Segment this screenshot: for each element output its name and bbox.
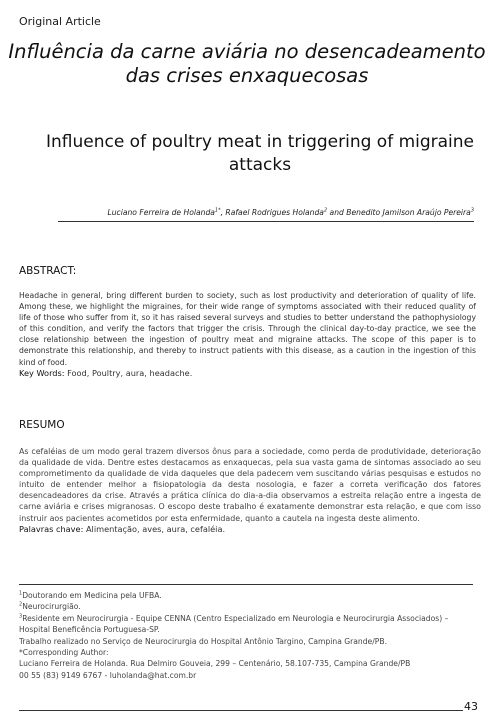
author-2-affiliation: 2 (323, 207, 328, 214)
author-1: Luciano Ferreira de Holanda (107, 208, 215, 217)
resumo-heading: RESUMO (19, 419, 65, 431)
abstract-body (19, 290, 476, 379)
corresponding-author-contact: 00 55 (83) 9149 6767 - luholanda@hat.com.br (19, 670, 197, 680)
resumo-keywords-label: Palavras chave: (19, 523, 84, 534)
title-english-line-1: Influence of poultry meat in triggering of migraine (45, 132, 475, 152)
article-type-label: Original Article (19, 15, 101, 28)
footnote-1 (19, 590, 489, 601)
resumo-text: As cefaléias de um modo geral trazem diversos ônus para a sociedade, como perda de produtividade, deterioração da qualidade de vida. Dentre estes destacamos as enxaquecas, pela sua vasta gama de sintomas associado ao seu comprometimento da qualidade de vida daqueles que dela padecem vem suscitando várias pesquisas e estudos no intuito de entender melhor a fisiopatologia da desta nosologia, e fazer a correta verificação dos fatores desencadeadores da crise. Através a prática clínica do dia-a-dia observamos a estreita relação entre a ingesta de carne aviária e crises migranosas. O escopo deste trabalho é exatamente demonstrar esta relação, e que com isso instruir aos pacientes acometidos por esta enfermidade, quanto a cautela na ingesta deste alimento. (19, 447, 481, 523)
title-english-line-2: attacks (228, 155, 292, 175)
footnote-rule (19, 584, 473, 585)
footnote-3-text: Residente em Neurocirurgia - Equipe CENNA (Centro Especializado em Neurologia e Neurocirurgia Associados) – (22, 613, 449, 623)
footnote-2 (19, 601, 489, 612)
author-3: and Benedito Jamilson Araújo Pereira (327, 208, 471, 217)
corresponding-author-address: Luciano Ferreira de Holanda. Rua Delmiro Gouveia, 299 – Centenário, 58.107-735, Campina Grande/PB (19, 659, 411, 669)
title-portuguese (0, 40, 494, 88)
author-3-affiliation: 3 (470, 207, 474, 214)
author-rule (58, 221, 474, 222)
footnotes (19, 590, 489, 681)
author-list (20, 208, 474, 217)
abstract-keywords-label: Key Words: (19, 367, 65, 378)
footnote-2-marker: 2 (19, 601, 23, 608)
abstract-keywords-values: Food, Poultry, aura, headache. (67, 367, 193, 378)
resumo-keywords (19, 524, 481, 535)
footnote-1-text: Doutorando em Medicina pela UFBA. (22, 591, 162, 600)
footnote-1-marker: 1 (19, 590, 23, 597)
abstract-text: Headache in general, bring different burden to society, such as lost productivity and deterioration of quality of life. Among these, we highlight the migraines, for their wide range of symptoms associated with their reduced quality of life of those who suffer from it, so it has raised several surveys and studies to better understand the pathophysiology of this condition, and verify the factors that trigger the crisis. Through the clinical day-to-day practice, we see the close relationship between the ingestion of poultry meat and migraine attacks. The scope of this paper is to demonstrate this relationship, and thereby to instruct patients with this disease, as a caution in the ingestion of this kind of food. (19, 291, 476, 367)
corresponding-author-label: *Corresponding Author: (19, 648, 109, 658)
page-footer-rule (19, 710, 463, 711)
footnote-3-continued: Hospital Beneficência Portuguesa-SP. (19, 625, 160, 635)
author-1-affiliation: 1* (214, 207, 221, 214)
abstract-keywords (19, 368, 476, 379)
footnote-work-location: Trabalho realizado no Serviço de Neurocirurgia do Hospital Antônio Targino, Campina Grande/PB. (19, 636, 387, 646)
footnote-2-text: Neurocirurgião. (22, 602, 81, 612)
page-number: 43 (464, 700, 478, 713)
resumo-body (19, 446, 481, 535)
title-portuguese-line-1: Influência da carne aviária no desencadeamento (8, 40, 486, 63)
footnote-3 (19, 613, 489, 624)
footnote-3-marker: 3 (19, 613, 23, 620)
abstract-heading: ABSTRACT: (19, 265, 77, 277)
author-2: , Rafael Rodrigues Holanda (220, 208, 324, 217)
title-portuguese-line-2: das crises enxaquecosas (125, 64, 369, 87)
resumo-keywords-values: Alimentação, aves, aura, cefaléia. (85, 523, 226, 534)
title-english (40, 131, 480, 177)
